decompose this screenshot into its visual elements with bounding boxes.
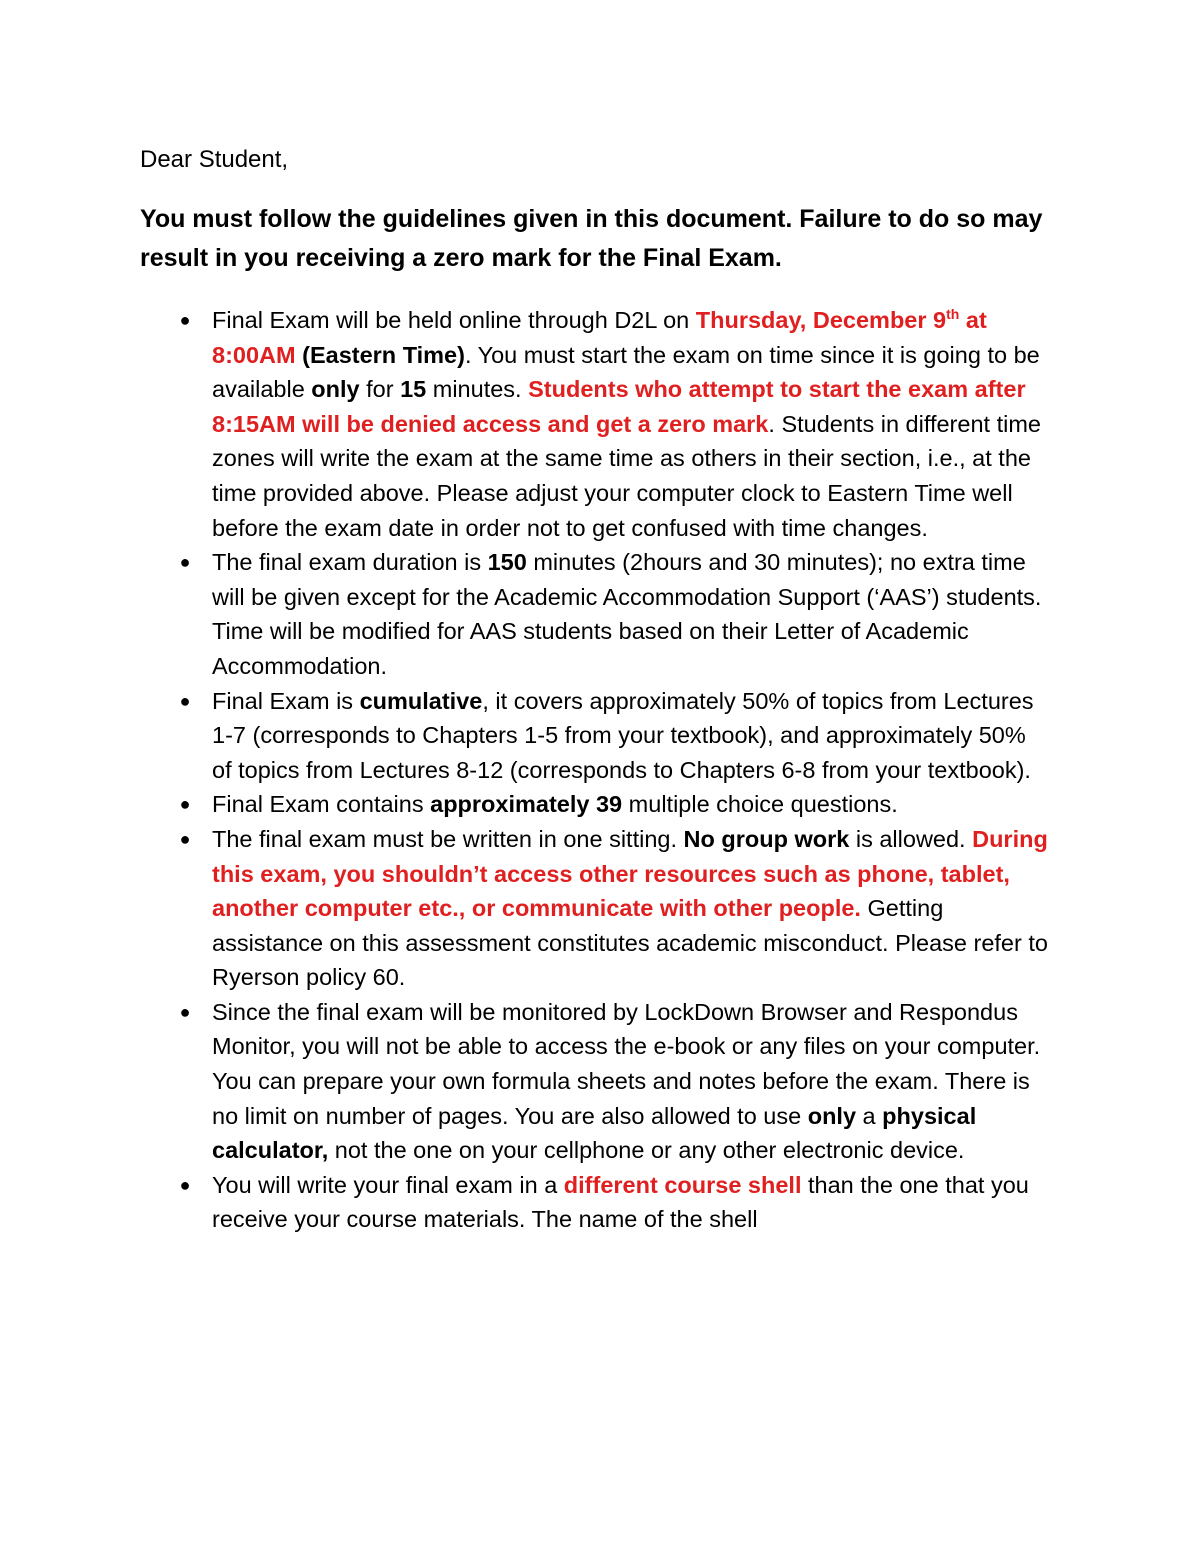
list-item: ● You will write your final exam in a different course shell than the one that you receive your course materials. The name of the shell <box>140 1168 1050 1237</box>
bullet-icon: ● <box>179 690 191 711</box>
bullet-icon: ● <box>179 552 191 573</box>
list-item: ● The final exam must be written in one sitting. No group work is allowed. During this exam, you shouldn’t access other resources such as phone, tablet, another computer etc., or communicate with other people. Getting assistance on this assessment constitutes academic misconduct. Please refer to Ryerson policy 60. <box>140 822 1050 995</box>
bullet-icon: ● <box>179 1001 191 1022</box>
list-item: ● Final Exam contains approximately 39 multiple choice questions. <box>140 787 1050 822</box>
guidelines-list <box>140 303 1050 1237</box>
bullet-icon: ● <box>179 828 191 849</box>
list-item: ● Since the final exam will be monitored by LockDown Browser and Respondus Monitor, you will not be able to access the e-book or any files on your computer. You can prepare your own formula sheets and notes before the exam. There is no limit on number of pages. You are also allowed to use only a physical calculator, not the one on your cellphone or any other electronic device. <box>140 995 1050 1168</box>
bullet-icon: ● <box>179 310 191 330</box>
list-item: ● Final Exam will be held online through D2L on Thursday, December 9th at 8:00AM (Eastern Time). You must start the exam on time since it is going to be available only for 15 minutes. Students who attempt to start the exam after 8:15AM will be denied access and get a zero mark. Students in different time zones will write the exam at the same time as others in their section, i.e., at the time provided above. Please adjust your computer clock to Eastern Time well before the exam date in order not to get confused with time changes. <box>140 303 1050 545</box>
list-item: ● Final Exam is cumulative, it covers approximately 50% of topics from Lectures 1-7 (corresponds to Chapters 1-5 from your textbook), and approximately 50% of topics from Lectures 8-12 (corresponds to Chapters 6-8 from your textbook). <box>140 684 1050 788</box>
list-item: ● The final exam duration is 150 minutes (2hours and 30 minutes); no extra time will be given except for the Academic Accommodation Support (‘AAS’) students. Time will be modified for AAS students based on their Letter of Academic Accommodation. <box>140 545 1050 683</box>
greeting: Dear Student, <box>140 146 289 173</box>
warning-text: You must follow the guidelines given in this document. Failure to do so may result in you receiving a zero mark for the Final Exam. <box>140 205 1043 272</box>
bullet-icon: ● <box>179 794 191 815</box>
bullet-icon: ● <box>179 1174 191 1195</box>
